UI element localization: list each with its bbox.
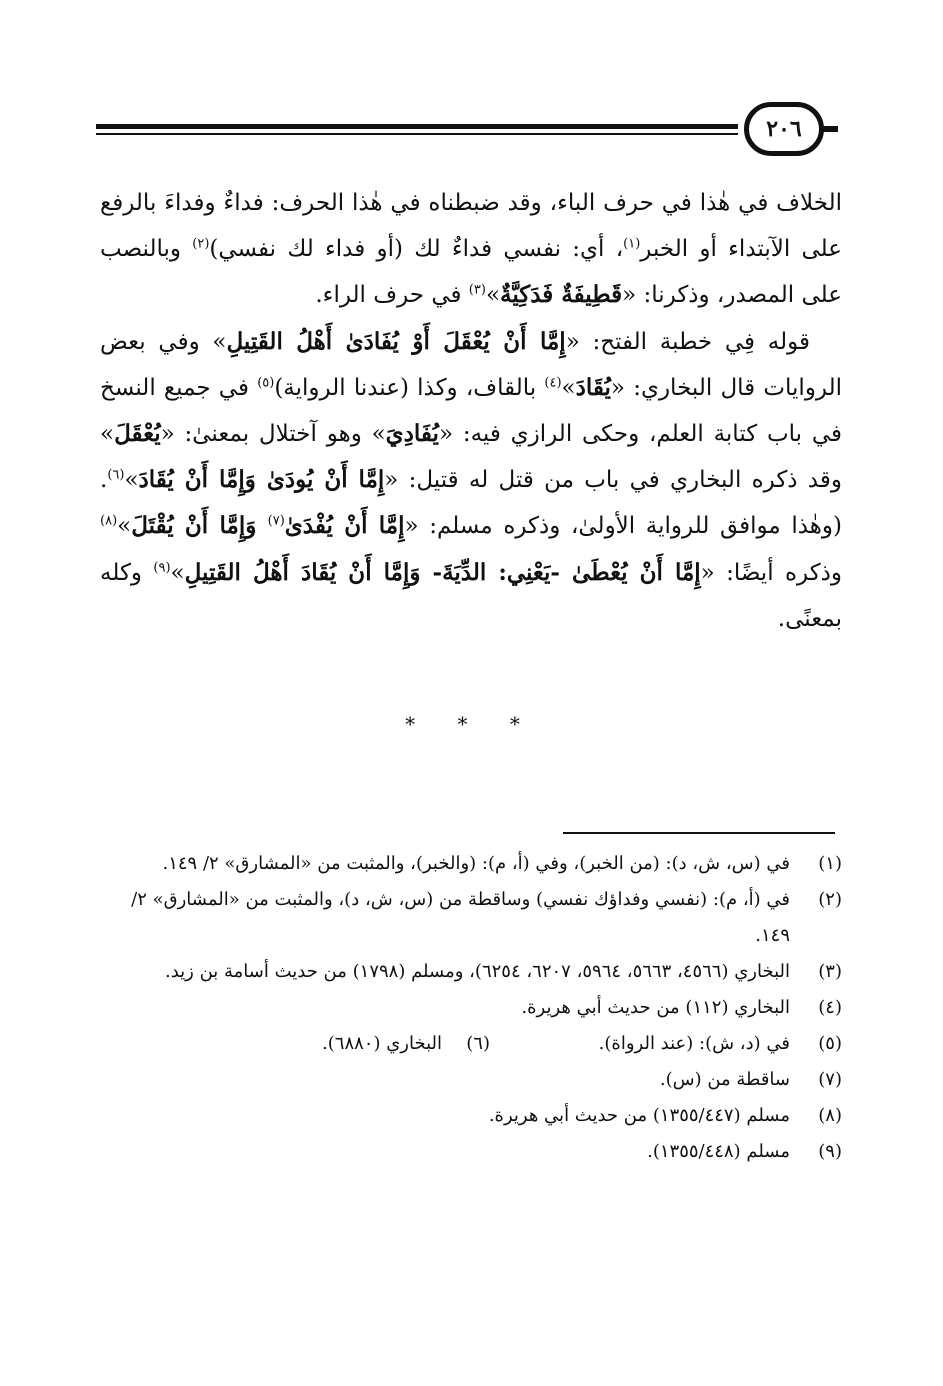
footnote-item	[100, 846, 842, 882]
text-run: »	[117, 513, 132, 540]
text-run: » وهو آختلال بمعنىٰ: «	[160, 421, 386, 448]
hadith-quote: إِمَّا أَنْ يُعْقَلَ أَوْ يُفَادَىٰ أَهْلُ القَتِيلِ	[226, 327, 566, 355]
footnote-ref: (٦)	[107, 467, 125, 483]
text-run: » وفي بعض الروايات قال البخاري: «	[100, 328, 843, 401]
footnote-text: مسلم (١٣٥٥/٤٤٧) من حديث أبي هريرة.	[488, 1105, 790, 1126]
footnote-number: (١)	[818, 853, 842, 874]
text-run: ، أي: نفسي فداءٌ لك (أو فداء لك نفسي)	[209, 236, 624, 263]
text-run: »	[485, 282, 501, 309]
footnote-text: في (د، ش): (عند الرواة).	[598, 1033, 790, 1054]
hadith-quote: يُقَادَ	[575, 373, 611, 401]
footnote-number: (٤)	[818, 997, 842, 1018]
footnote-item	[100, 882, 842, 954]
footnote-ref: (٤)	[544, 375, 562, 391]
footnote-item	[100, 1062, 842, 1098]
text-run: في حرف الراء.	[315, 282, 469, 309]
text-run: قوله فِي خطبة الفتح: «	[565, 328, 811, 355]
text-run: »	[561, 374, 576, 401]
header-rule-right	[822, 126, 838, 132]
hadith-quote: إِمَّا أَنْ يُودَىٰ وَإِمَّا أَنْ يُقَادَ	[138, 466, 385, 494]
page-number: ٢٠٦	[744, 102, 824, 156]
paragraph-1	[100, 180, 842, 319]
page-header	[96, 102, 838, 158]
footnote-text: البخاري (٤٥٦٦، ٥٦٦٣، ٥٩٦٤، ٦٢٠٧، ٦٢٥٤)، ومسلم (١٧٩٨) من حديث أسامة بن زيد.	[164, 961, 790, 982]
header-rule-thick	[96, 124, 738, 129]
text-run: »	[124, 467, 139, 494]
footnote-ref: (٧)	[267, 513, 285, 529]
text-run: بالقاف، وكذا (عندنا الرواية)	[274, 374, 545, 401]
footnote-item	[100, 1134, 842, 1170]
footnote-ref: (١)	[623, 236, 641, 252]
footnote-number: (٨)	[818, 1105, 842, 1126]
footnote-ref: (٨)	[100, 513, 118, 529]
text-run: »	[170, 559, 185, 586]
footnote-ref: (٥)	[257, 375, 275, 391]
footnote-number: (٦)	[466, 1033, 490, 1054]
hadith-quote: وَإِمَّا أَنْ يُقْتَلَ	[131, 512, 268, 540]
footnote-item	[100, 954, 842, 990]
footnote-number: (٩)	[818, 1141, 842, 1162]
footnote-ref: (٣)	[468, 282, 486, 298]
footnote-ref: (٢)	[192, 236, 210, 252]
hadith-quote: يُعْقَلَ	[114, 420, 161, 448]
footnote-number: (٧)	[818, 1069, 842, 1090]
footnote-divider	[563, 832, 835, 834]
text-run: وبالنصب على المصدر، وذكرنا: «	[100, 236, 842, 309]
footnote-item-pair	[100, 1026, 842, 1062]
footnote-item	[100, 1098, 842, 1134]
footnote-ref: (٩)	[153, 559, 171, 575]
footnote-text: البخاري (١١٢) من حديث أبي هريرة.	[521, 997, 790, 1018]
text-run: في جميع النسخ في باب كتابة العلم، وحكى الرازي فيه: «	[100, 374, 842, 448]
paragraph-2	[100, 319, 842, 642]
hadith-quote: قَطِيفَةٌ فَدَكِيَّةٌ	[500, 281, 623, 309]
footnote-item	[100, 990, 842, 1026]
hadith-quote: يُفَادِيَ	[385, 420, 439, 448]
text-run: . (وهٰذا موافق للرواية الأولىٰ، وذكره مسلم: «	[100, 467, 842, 540]
hadith-quote: إِمَّا أَنْ يُفْدَىٰ	[284, 512, 405, 540]
footnotes	[100, 846, 842, 1170]
footnote-text: في (س، ش، د): (من الخبر)، وفي (أ، م): (والخبر)، والمثبت من «المشارق» ٢/ ١٤٩.	[162, 853, 790, 874]
text-run: الخلاف في هٰذا في حرف الباء، وقد ضبطناه في هٰذا الحرف: فداءٌ وفداءَ بالرفع على الآبتداء أو الخبر	[100, 190, 842, 263]
footnote-number: (٥)	[818, 1033, 842, 1054]
footnote-number: (٢)	[818, 889, 842, 910]
header-rule-thin	[96, 133, 738, 135]
footnote-text: في (أ، م): (نفسي وفداؤك نفسي) وساقطة من (س، ش، د)، والمثبت من «المشارق» ٢/ ١٤٩.	[131, 889, 790, 946]
text-run: وذكره أيضًا: «	[700, 559, 842, 586]
footnote-number: (٣)	[818, 961, 842, 982]
main-text	[100, 180, 842, 642]
text-run: » وقد ذكره البخاري في باب من قتل له قتيل: «	[100, 421, 842, 494]
section-separator: * * *	[405, 712, 538, 736]
hadith-quote: إِمَّا أَنْ يُعْطَىٰ -يَعْنِي: الدِّيَةَ- وَإِمَّا أَنْ يُقَادَ أَهْلُ القَتِيلِ	[184, 558, 701, 586]
text-run: وكله بمعنًى.	[100, 559, 842, 632]
footnote-text: البخاري (٦٨٨٠).	[322, 1033, 442, 1054]
footnote-text: مسلم (١٣٥٥/٤٤٨).	[647, 1141, 790, 1162]
footnote-text: ساقطة من (س).	[659, 1069, 790, 1090]
